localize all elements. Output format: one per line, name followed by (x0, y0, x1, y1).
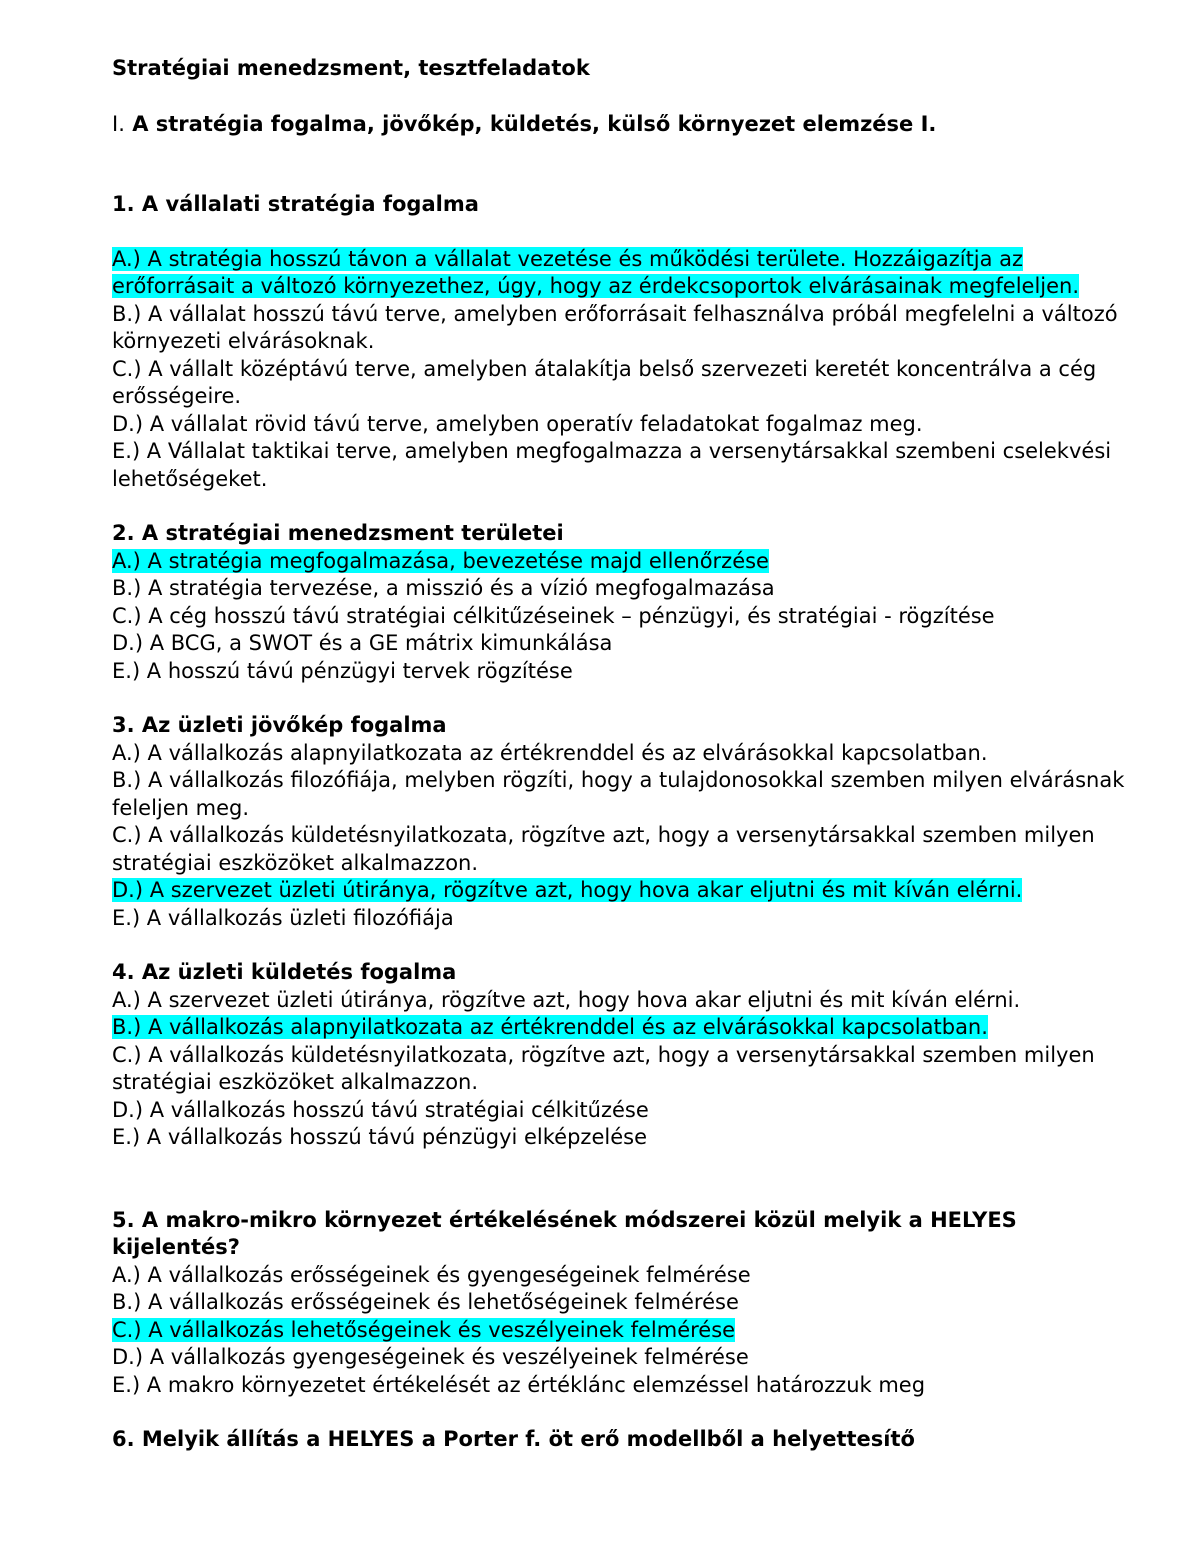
answer-options (112, 740, 1152, 933)
answer-option-a: A.) A szervezet üzleti útiránya, rögzítve azt, hogy hova akar eljutni és mit kíván elérni. (112, 987, 1021, 1012)
answer-option-c: C.) A vállalt középtávú terve, amelyben átalakítja belső szervezeti keretét koncentrálva a cég erősségeire. (112, 356, 1097, 408)
answer-option-e: E.) A hosszú távú pénzügyi tervek rögzítése (112, 658, 573, 683)
question-heading: 3. Az üzleti jövőkép fogalma (112, 713, 447, 737)
answer-option-c: C.) A vállalkozás küldetésnyilatkozata, rögzítve azt, hogy a versenytársakkal szemben milyen stratégiai eszközöket alkalmazzon. (112, 823, 1095, 875)
question-heading: 1. A vállalati stratégia fogalma (112, 192, 479, 216)
question-1 (112, 191, 1152, 493)
question-heading: 4. Az üzleti küldetés fogalma (112, 960, 457, 984)
section-numeral: I. (112, 112, 125, 136)
section-heading (112, 110, 1152, 139)
answer-option-d: D.) A vállalkozás hosszú távú stratégiai célkitűzése (112, 1097, 649, 1122)
answer-options (112, 1262, 1152, 1400)
answer-option-d (112, 877, 1152, 905)
answer-option-b (112, 1014, 1152, 1042)
correct-answer-highlight: D.) A szervezet üzleti útiránya, rögzítve azt, hogy hova akar eljutni és mit kíván elérni. (112, 878, 1023, 902)
question-heading: 5. A makro-mikro környezet értékelésének módszerei közül melyik a HELYES kijelentés? (112, 1207, 1017, 1259)
answer-option-d: D.) A BCG, a SWOT és a GE mátrix kimunkálása (112, 631, 613, 655)
correct-answer-highlight: A.) A stratégia hosszú távon a vállalat vezetése és működési területe. Hozzáigazítja az erőforrásait a változó környezethez, úgy, hogy az érdekcsoportok elvárásainak megfeleljen. (112, 246, 1080, 298)
question-heading: 2. A stratégiai menedzsment területei (112, 521, 564, 545)
answer-option-e: E.) A vállalkozás hosszú távú pénzügyi elképzelése (112, 1125, 647, 1149)
answer-option-a (112, 246, 1152, 301)
answer-options (112, 548, 1152, 686)
answer-option-a (112, 548, 1152, 576)
answer-option-b: B.) A vállalat hosszú távú terve, amelyben erőforrásait felhasználva próbál megfelelni a változó környezeti elvárásoknak. (112, 301, 1118, 353)
answer-options (112, 987, 1152, 1152)
document-page (112, 54, 1152, 1454)
question-4 (112, 959, 1152, 1152)
answer-option-d: D.) A vállalat rövid távú terve, amelyben operatív feladatokat fogalmaz meg. (112, 411, 923, 436)
answer-options (112, 246, 1152, 494)
correct-answer-highlight: B.) A vállalkozás alapnyilatkozata az értékrenddel és az elvárásokkal kapcsolatban. (112, 1015, 988, 1039)
document-title: Stratégiai menedzsment, tesztfeladatok (112, 56, 590, 80)
question-2 (112, 520, 1152, 685)
correct-answer-highlight: A.) A stratégia megfogalmazása, bevezetése majd ellenőrzése (112, 548, 769, 573)
answer-option-e: E.) A Vállalat taktikai terve, amelyben megfogalmazza a versenytársakkal szembeni cselekvési lehetőségeket. (112, 439, 1112, 491)
question-5 (112, 1207, 1152, 1400)
answer-option-d: D.) A vállalkozás gyengeségeinek és veszélyeinek felmérése (112, 1345, 749, 1369)
answer-option-a: A.) A vállalkozás erősségeinek és gyengeségeinek felmérése (112, 1262, 751, 1287)
answer-option-e: E.) A makro környezetet értékelését az értéklánc elemzéssel határozzuk meg (112, 1372, 926, 1397)
answer-option-c: C.) A cég hosszú távú stratégiai célkitűzéseinek – pénzügyi, és stratégiai - rögzítése (112, 603, 995, 628)
question-3 (112, 712, 1152, 932)
answer-option-b: B.) A vállalkozás filozófiája, melyben rögzíti, hogy a tulajdonosokkal szemben milyen elvárásnak feleljen meg. (112, 768, 1125, 820)
answer-option-c: C.) A vállalkozás küldetésnyilatkozata, rögzítve azt, hogy a versenytársakkal szemben milyen stratégiai eszközöket alkalmazzon. (112, 1042, 1095, 1094)
answer-option-e: E.) A vállalkozás üzleti filozófiája (112, 905, 454, 930)
question-heading: 6. Melyik állítás a HELYES a Porter f. öt erő modellből a helyettesítő (112, 1427, 915, 1451)
answer-option-a: A.) A vállalkozás alapnyilatkozata az értékrenddel és az elvárásokkal kapcsolatban. (112, 740, 988, 765)
section-title: A stratégia fogalma, jövőkép, küldetés, külső környezet elemzése I. (132, 112, 937, 136)
answer-option-b: B.) A stratégia tervezése, a misszió és a vízió megfogalmazása (112, 576, 775, 600)
answer-option-c (112, 1317, 1152, 1345)
correct-answer-highlight: C.) A vállalkozás lehetőségeinek és veszélyeinek felmérése (112, 1317, 736, 1342)
answer-option-b: B.) A vállalkozás erősségeinek és lehetőségeinek felmérése (112, 1290, 739, 1314)
question-6 (112, 1426, 1152, 1454)
